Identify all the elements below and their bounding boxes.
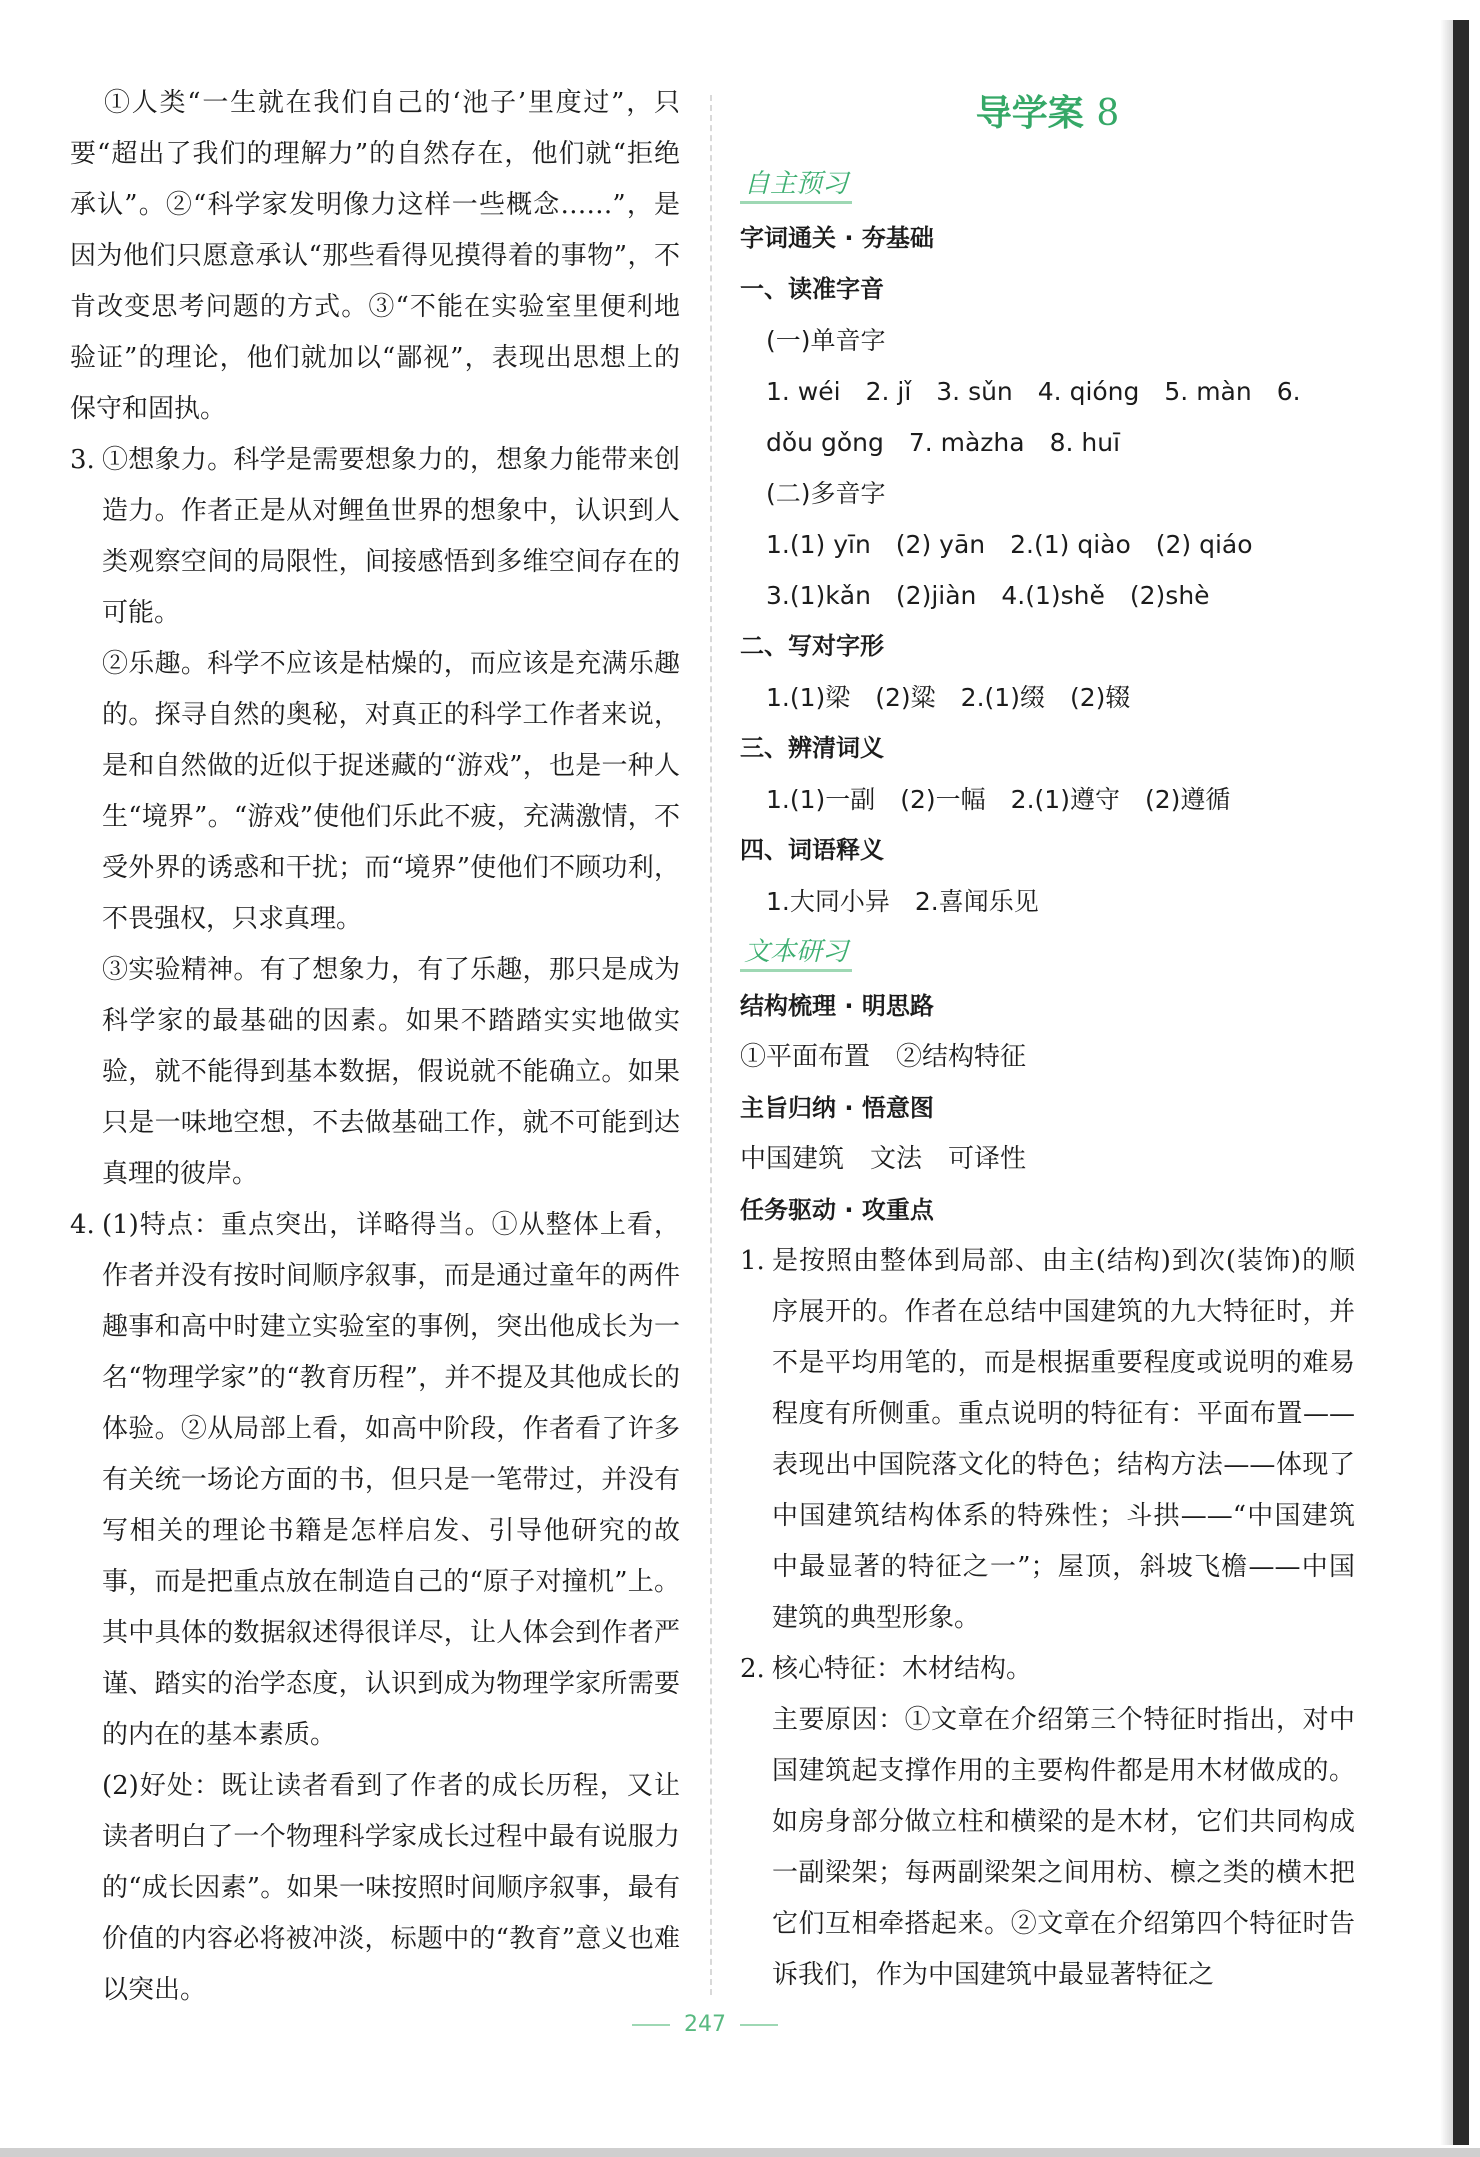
label-single-pronunciation: (一)单音字 <box>766 326 886 355</box>
subheading-basics: 字词通关 · 夯基础 <box>740 224 934 252</box>
page-number-text: 247 <box>684 2012 726 2037</box>
section-tag-preview: 自主预习 <box>740 167 852 204</box>
section-tag-text-study: 文本研习 <box>740 935 852 972</box>
answers-single-pronunciation: 1. wéi 2. jǐ 3. sǔn 4. qióng 5. màn 6. dǒu gǒng 7. màzha 8. huī <box>766 377 1301 457</box>
answer-item-4 <box>70 1200 680 2016</box>
page-shadow <box>1440 20 1453 2145</box>
page-number <box>0 2012 1410 2037</box>
answers-structure: ①平面布置 ②结构特征 <box>740 1042 1027 1072</box>
lesson-title <box>740 78 1355 149</box>
task-item-2 <box>740 1644 1355 2001</box>
item3-paragraph-fun: ②乐趣。科学不应该是枯燥的，而应该是充满乐趣的。探寻自然的奥秘，对真正的科学工作者来说，是和自然做的近似于捉迷藏的“游戏”，也是一种人生“境界”。“游戏”使他们乐此不疲，充满激情，不受外界的诱惑和干扰；而“境界”使他们不顾功利，不畏强权，只求真理。 <box>102 649 680 934</box>
subheading-theme: 主旨归纳 · 悟意图 <box>740 1094 934 1122</box>
heading-pronunciation: 一、读准字音 <box>740 275 884 303</box>
heading-word-explanation: 四、词语释义 <box>740 836 884 864</box>
item-number: 1. <box>740 1246 765 1276</box>
subheading-task: 任务驱动 · 攻重点 <box>740 1196 934 1224</box>
page-number-dash-left <box>632 2024 670 2026</box>
left-column <box>70 78 680 2016</box>
label-multi-pronunciation: (二)多音字 <box>766 479 886 508</box>
subheading-structure: 结构梳理 · 明思路 <box>740 992 934 1020</box>
page-number-dash-right <box>740 2024 778 2026</box>
answers-word-explanation: 1.大同小异 2.喜闻乐见 <box>766 887 1039 916</box>
answers-characters: 1.(1)梁 (2)粱 2.(1)缀 (2)辍 <box>766 683 1131 712</box>
answers-word-meaning: 1.(1)一副 (2)一幅 2.(1)遵守 (2)遵循 <box>766 785 1231 814</box>
answers-multi-pronunciation-1: 1.(1) yīn (2) yān 2.(1) qiào (2) qiáo <box>766 530 1253 559</box>
lesson-title-number: 8 <box>1096 93 1120 134</box>
answers-theme: 中国建筑 文法 可译性 <box>740 1144 1027 1174</box>
intro-paragraph: ①人类“一生就在我们自己的‘池子’里度过”，只要“超出了我们的理解力”的自然存在，他们就“拒绝承认”。②“科学家发明像力这样一些概念……”，是因为他们只愿意承认“那些看得见摸得着的事物”，不肯改变思考问题的方式。③“不能在实验室里便利地验证”的理论，他们就加以“鄙视”，表现出思想上的保守和固执。 <box>70 88 680 424</box>
heading-characters: 二、写对字形 <box>740 632 884 660</box>
heading-word-meaning: 三、辨清词义 <box>740 734 884 762</box>
column-divider <box>710 95 712 1995</box>
item4-paragraph-features: (1)特点：重点突出，详略得当。①从整体上看，作者并没有按时间顺序叙事，而是通过童年的两件趣事和高中时建立实验室的事例，突出他成长为一名“物理学家”的“教育历程”，并不提及其他成长的体验。②从局部上看，如高中阶段，作者看了许多有关统一场论方面的书，但只是一笔带过，并没有写相关的理论书籍是怎样启发、引导他研究的故事，而是把重点放在制造自己的“原子对撞机”上。其中具体的数据叙述得很详尽，让人体会到作者严谨、踏实的治学态度，认识到成为物理学家所需要的内在的基本素质。 <box>102 1210 680 1750</box>
page-bottom-edge <box>0 2148 1480 2157</box>
answers-multi-pronunciation-2: 3.(1)kǎn (2)jiàn 4.(1)shě (2)shè <box>766 581 1210 610</box>
item3-paragraph-experiment: ③实验精神。有了想象力，有了乐趣，那只是成为科学家的最基础的因素。如果不踏踏实实地做实验，就不能得到基本数据，假说就不能确立。如果只是一味地空想，不去做基础工作，就不可能到达真理的彼岸。 <box>102 955 680 1189</box>
task1-text: 是按照由整体到局部、由主(结构)到次(装饰)的顺序展开的。作者在总结中国建筑的九大特征时，并不是平均用笔的，而是根据重要程度或说明的难易程度有所侧重。重点说明的特征有：平面布置——表现出中国院落文化的特色；结构方法——体现了中国建筑结构体系的特殊性；斗拱——“中国建筑中最显著的特征之一”；屋顶，斜坡飞檐——中国建筑的典型形象。 <box>772 1246 1355 1633</box>
task2-reason: 主要原因：①文章在介绍第三个特征时指出，对中国建筑起支撑作用的主要构件都是用木材做成的。如房身部分做立柱和横梁的是木材，它们共同构成一副梁架；每两副梁架之间用枋、檩之类的横木把它们互相牵搭起来。②文章在介绍第四个特征时告诉我们，作为中国建筑中最显著特征之 <box>772 1705 1355 1990</box>
page-binding-edge <box>1453 20 1469 2145</box>
item-number: 4. <box>70 1210 95 1240</box>
task-item-1 <box>740 1236 1355 1644</box>
lesson-title-text: 导学案 <box>975 92 1084 134</box>
task2-label: 核心特征：木材结构。 <box>772 1654 1033 1684</box>
item3-paragraph-imagination: ①想象力。科学是需要想象力的，想象力能带来创造力。作者正是从对鲤鱼世界的想象中，认识到人类观察空间的局限性，间接感悟到多维空间存在的可能。 <box>102 445 680 628</box>
right-column <box>740 78 1355 2001</box>
item-number: 3. <box>70 445 95 475</box>
item4-paragraph-benefits: (2)好处：既让读者看到了作者的成长历程，又让读者明白了一个物理科学家成长过程中最有说服力的“成长因素”。如果一味按照时间顺序叙事，最有价值的内容必将被冲淡，标题中的“教育”意义也难以突出。 <box>102 1771 680 2005</box>
item-number: 2. <box>740 1654 765 1684</box>
answer-item-3 <box>70 435 680 1200</box>
